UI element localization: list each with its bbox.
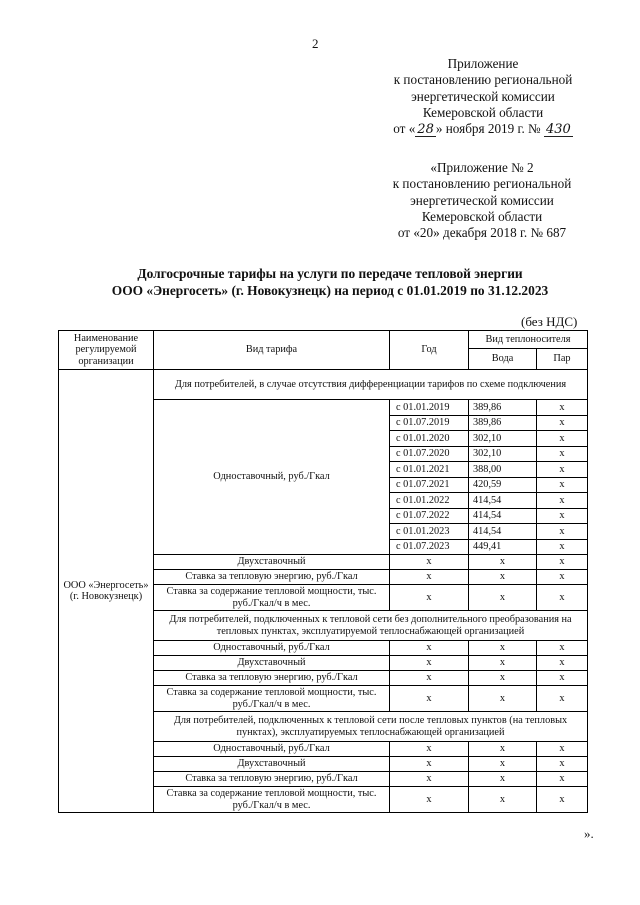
appendix-original-header <box>358 160 606 241</box>
steam-value: x <box>537 508 588 524</box>
appendix-date-line: от «20» декабря 2018 г. № 687 <box>397 225 567 241</box>
period-cell: с 01.01.2021 <box>390 462 469 478</box>
water-value: x <box>469 570 537 585</box>
period-cell: с 01.01.2020 <box>390 431 469 447</box>
steam-value: x <box>537 641 588 656</box>
header-org: Наименование регулируемой организации <box>59 331 154 370</box>
steam-value: x <box>537 742 588 757</box>
steam-value: x <box>537 686 588 712</box>
steam-value: x <box>537 787 588 813</box>
organization-name: ООО «Энергосеть» (г. Новокузнецк) <box>59 370 154 813</box>
closing-quote: ». <box>584 826 594 841</box>
period-cell: x <box>390 585 469 611</box>
period-cell: x <box>390 686 469 712</box>
steam-value: x <box>537 446 588 462</box>
appendix-line: к постановлению региональной <box>392 176 572 192</box>
handwritten-number: 430 <box>545 122 571 138</box>
water-value: 388,00 <box>469 462 537 478</box>
steam-value: x <box>537 585 588 611</box>
water-value: 414,54 <box>469 524 537 540</box>
water-value: x <box>469 555 537 570</box>
water-value: x <box>469 686 537 712</box>
steam-value: x <box>537 477 588 493</box>
steam-value: x <box>537 431 588 447</box>
tariff-type-cell: Ставка за тепловую энергию, руб./Гкал <box>154 671 390 686</box>
steam-value: x <box>537 772 588 787</box>
period-cell: x <box>390 772 469 787</box>
appendix-date-line <box>360 121 606 137</box>
title-line: Долгосрочные тарифы на услуги по передаче тепловой энергии <box>137 266 523 281</box>
section-heading: Для потребителей, в случае отсутствия дифференциации тарифов по схеме подключения <box>154 370 588 400</box>
period-cell: с 01.07.2020 <box>390 446 469 462</box>
section-heading: Для потребителей, подключенных к тепловой сети после тепловых пунктов (на тепловых пунктах), эксплуатируемых теплоснабжающей организацией <box>154 712 588 742</box>
water-value: 414,54 <box>469 508 537 524</box>
appendix-line: к постановлению региональной <box>393 72 573 88</box>
period-cell: x <box>390 641 469 656</box>
date-middle: » ноября 2019 г. № <box>435 121 541 137</box>
steam-value: x <box>537 656 588 671</box>
period-cell: x <box>390 757 469 772</box>
header-tariff-type: Вид тарифа <box>154 331 390 370</box>
water-value: x <box>469 585 537 611</box>
period-cell: x <box>390 570 469 585</box>
header-carrier: Вид теплоносителя <box>469 331 588 349</box>
tariff-type-cell: Двухставочный <box>154 757 390 772</box>
tariff-type-cell: Ставка за тепловую энергию, руб./Гкал <box>154 570 390 585</box>
water-value: 449,41 <box>469 539 537 555</box>
period-cell: с 01.07.2021 <box>390 477 469 493</box>
appendix-line: энергетической комиссии <box>411 88 555 104</box>
steam-value: x <box>537 462 588 478</box>
appendix-line: Кемеровской области <box>422 104 544 120</box>
period-cell: x <box>390 656 469 671</box>
page-number: 2 <box>312 36 319 51</box>
tariff-type-cell: Одноставочный, руб./Гкал <box>154 641 390 656</box>
tariff-table <box>58 330 588 813</box>
steam-value: x <box>537 493 588 509</box>
tariff-type-cell: Двухставочный <box>154 555 390 570</box>
water-value: 420,59 <box>469 477 537 493</box>
period-cell: с 01.07.2019 <box>390 415 469 431</box>
steam-value: x <box>537 539 588 555</box>
appendix-title: Приложение <box>447 56 519 71</box>
tariff-type-cell: Двухставочный <box>154 656 390 671</box>
period-cell: с 01.01.2019 <box>390 400 469 416</box>
header-year: Год <box>390 331 469 370</box>
water-value: x <box>469 742 537 757</box>
date-prefix: от « <box>393 121 416 137</box>
tariff-type-cell: Ставка за содержание тепловой мощности, тыс. руб./Гкал/ч в мес. <box>154 585 390 611</box>
period-cell: x <box>390 787 469 813</box>
tariff-type-cell: Ставка за содержание тепловой мощности, тыс. руб./Гкал/ч в мес. <box>154 787 390 813</box>
water-value: x <box>469 757 537 772</box>
period-cell: x <box>390 671 469 686</box>
tariff-type-cell: Ставка за тепловую энергию, руб./Гкал <box>154 772 390 787</box>
period-cell: с 01.01.2023 <box>390 524 469 540</box>
appendix-line: энергетической комиссии <box>410 192 554 208</box>
appendix-line: Кемеровской области <box>421 208 543 224</box>
steam-value: x <box>537 671 588 686</box>
steam-value: x <box>537 400 588 416</box>
period-cell: с 01.01.2022 <box>390 493 469 509</box>
vat-note: (без НДС) <box>521 314 578 329</box>
handwritten-day: 28 <box>417 122 434 138</box>
water-value: x <box>469 772 537 787</box>
period-cell: x <box>390 555 469 570</box>
tariff-type-cell: Одноставочный, руб./Гкал <box>154 400 390 555</box>
water-value: 414,54 <box>469 493 537 509</box>
steam-value: x <box>537 524 588 540</box>
tariff-type-cell: Ставка за содержание тепловой мощности, тыс. руб./Гкал/ч в мес. <box>154 686 390 712</box>
water-value: x <box>469 656 537 671</box>
appendix-header <box>360 56 606 137</box>
period-cell: x <box>390 742 469 757</box>
title-line: ООО «Энергосеть» (г. Новокузнецк) на период с 01.01.2019 по 31.12.2023 <box>111 282 549 298</box>
water-value: x <box>469 641 537 656</box>
appendix-title: «Приложение № 2 <box>430 160 534 175</box>
steam-value: x <box>537 757 588 772</box>
header-steam: Пар <box>537 349 588 370</box>
water-value: 302,10 <box>469 446 537 462</box>
water-value: 389,86 <box>469 400 537 416</box>
period-cell: с 01.07.2022 <box>390 508 469 524</box>
section-heading: Для потребителей, подключенных к тепловой сети без дополнительного преобразования на тепловых пунктах, эксплуатируемой теплоснабжающей организацией <box>154 611 588 641</box>
tariff-type-cell: Одноставочный, руб./Гкал <box>154 742 390 757</box>
document-title <box>60 266 600 299</box>
water-value: x <box>469 671 537 686</box>
water-value: x <box>469 787 537 813</box>
header-water: Вода <box>469 349 537 370</box>
water-value: 302,10 <box>469 431 537 447</box>
steam-value: x <box>537 570 588 585</box>
period-cell: с 01.07.2023 <box>390 539 469 555</box>
steam-value: x <box>537 415 588 431</box>
steam-value: x <box>537 555 588 570</box>
water-value: 389,86 <box>469 415 537 431</box>
